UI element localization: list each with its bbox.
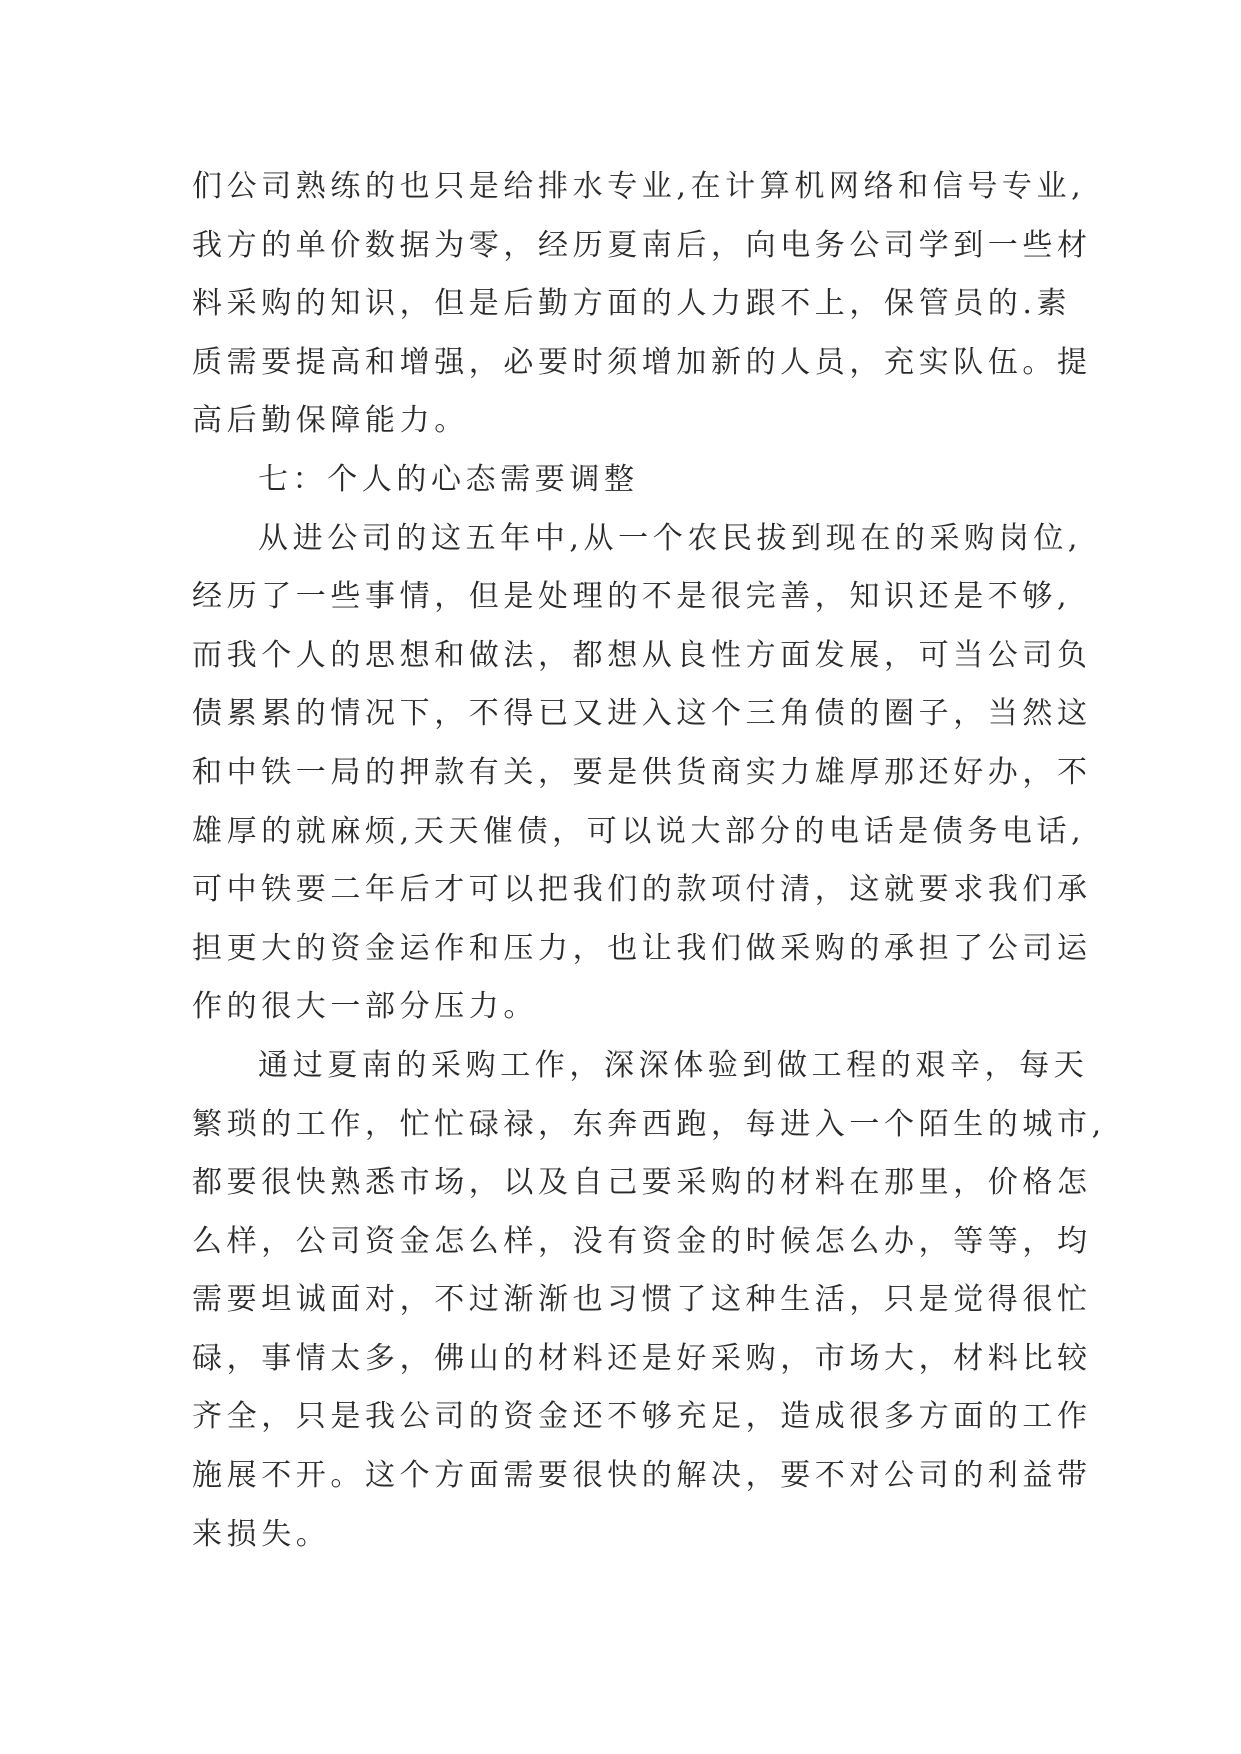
document-body: [192, 158, 1106, 1564]
text-line: 需要坦诚面对，不过渐渐也习惯了这种生活，只是觉得很忙: [192, 1282, 1092, 1318]
paragraph-first-line: 从进公司的这五年中,从一个农民拔到现在的采购岗位,: [258, 520, 1083, 556]
text-line: 高后勤保障能力。: [192, 403, 469, 439]
text-line: 担更大的资金运作和压力，也让我们做采购的承担了公司运: [192, 930, 1092, 966]
text-line: 我方的单价数据为零，经历夏南后，向电务公司学到一些材: [192, 227, 1092, 263]
text-line: 质需要提高和增强，必要时须增加新的人员，充实队伍。提: [192, 344, 1092, 380]
paragraph-first-line: 通过夏南的采购工作，深深体验到做工程的艰辛，每天: [258, 1047, 1089, 1083]
text-line: 可中铁要二年后才可以把我们的款项付清，这就要求我们承: [192, 872, 1092, 908]
text-line: 繁琐的工作，忙忙碌禄，东奔西跑，每进入一个陌生的城市,: [192, 1106, 1106, 1142]
text-line: 债累累的情况下，不得已又进入这个三角债的圈子，当然这: [192, 696, 1092, 732]
paragraph-first-line: 七：个人的心态需要调整: [258, 461, 639, 497]
text-line: 料采购的知识，但是后勤方面的人力跟不上，保管员的.素: [192, 286, 1072, 322]
text-line: 作的很大一部分压力。: [192, 989, 538, 1025]
text-line: 么样，公司资金怎么样，没有资金的时候怎么办，等等，均: [192, 1223, 1092, 1259]
text-line: 齐全，只是我公司的资金还不够充足，造成很多方面的工作: [192, 1399, 1092, 1435]
text-line: 而我个人的思想和做法，都想从良性方面发展，可当公司负: [192, 637, 1092, 673]
text-line: 施展不开。这个方面需要很快的解决，要不对公司的利益带: [192, 1458, 1092, 1494]
text-line: 们公司熟练的也只是给排水专业,在计算机网络和信号专业,: [192, 169, 1086, 204]
text-line: 经历了一些事情，但是处理的不是很完善，知识还是不够,: [192, 579, 1072, 615]
text-line: 都要很快熟悉市场，以及自己要采购的材料在那里，价格怎: [192, 1165, 1092, 1201]
text-line: 碌，事情太多，佛山的材料还是好采购，市场大，材料比较: [192, 1340, 1092, 1376]
text-line: 雄厚的就麻烦,天天催债，可以说大部分的电话是债务电话,: [192, 813, 1086, 849]
text-line: 来损失。: [192, 1516, 331, 1552]
text-line: 和中铁一局的押款有关，要是供货商实力雄厚那还好办，不: [192, 754, 1092, 790]
